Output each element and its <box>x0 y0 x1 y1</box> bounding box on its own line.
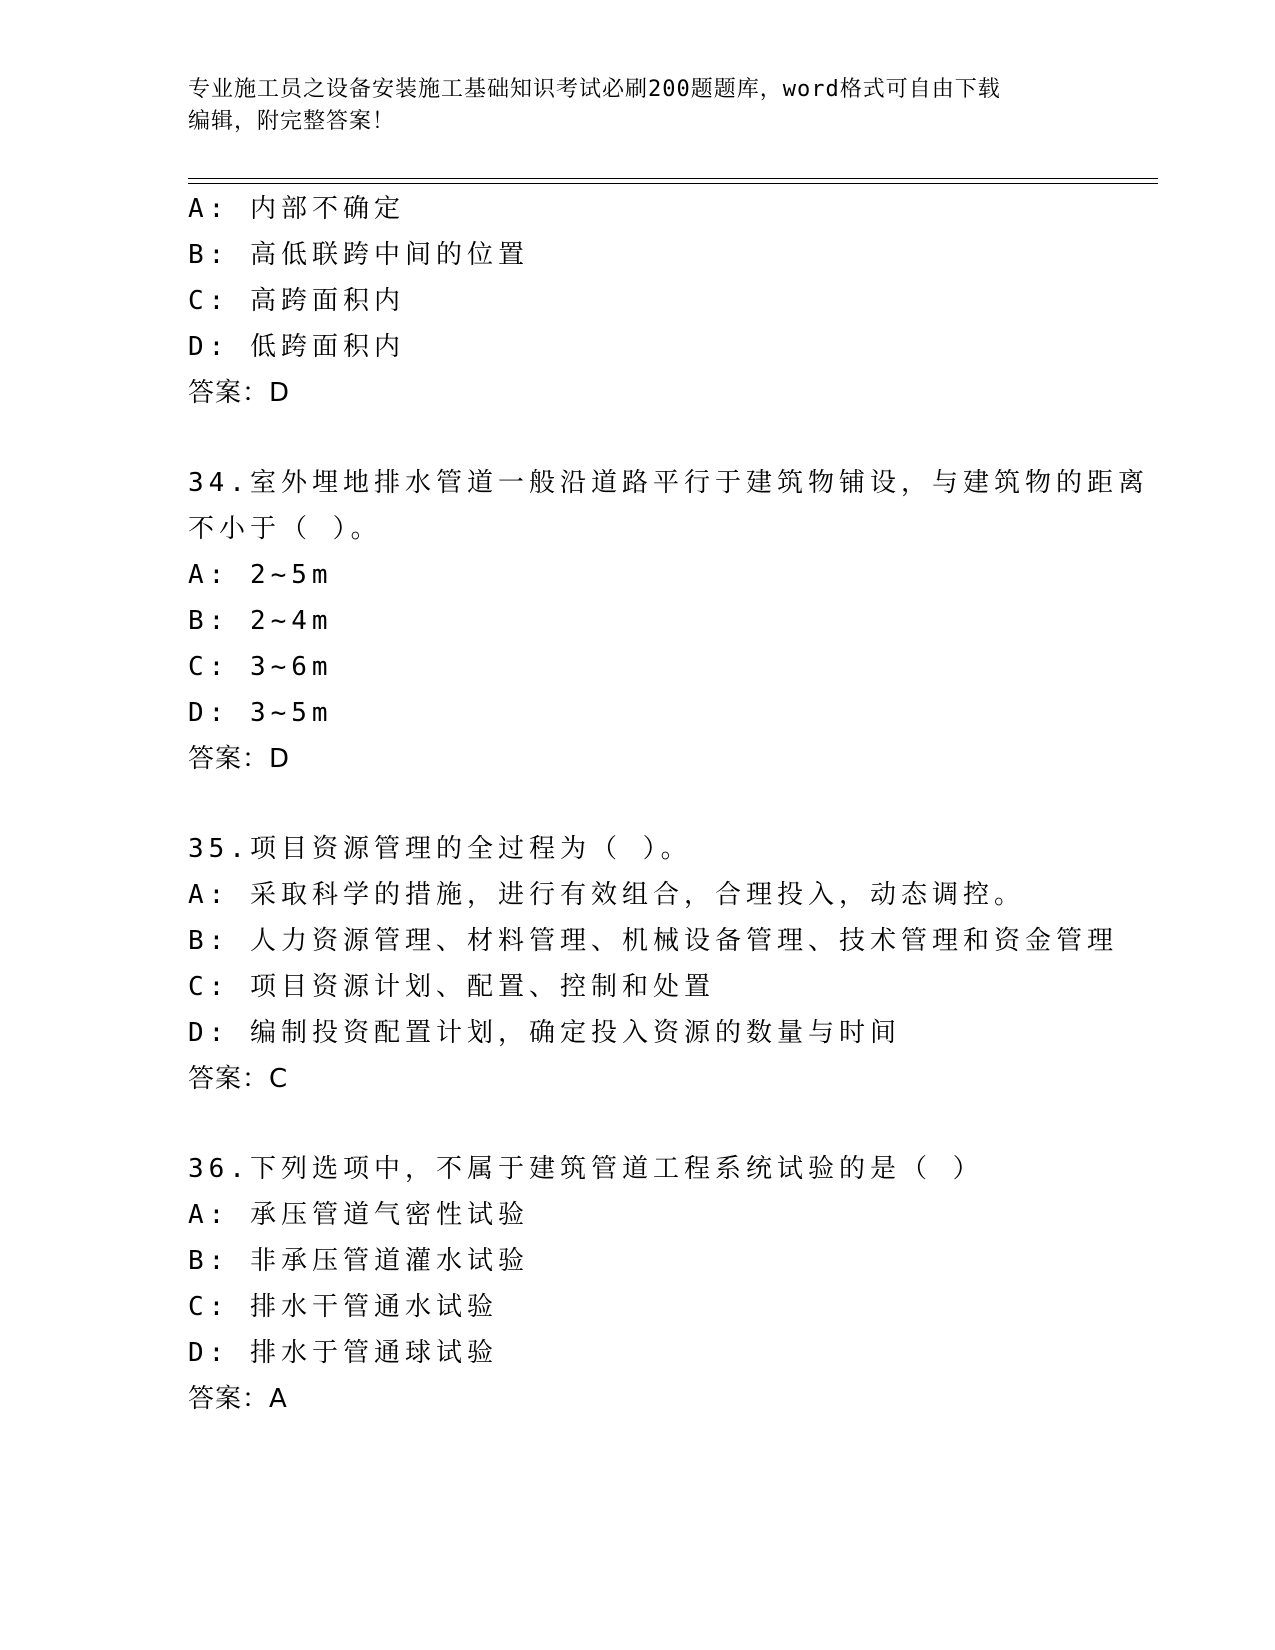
spacer <box>188 416 1148 460</box>
header-line-2: 编辑，附完整答案！ <box>188 109 396 134</box>
option-c: C: 项目资源计划、配置、控制和处置 <box>188 972 715 1002</box>
question-content <box>188 186 1148 1422</box>
option-c: C: 3~6m <box>188 652 333 682</box>
option-d: D: 3~5m <box>188 698 333 728</box>
option-a: A: 内部不确定 <box>188 194 405 224</box>
question-stem: 不小于（ ）。 <box>188 514 382 544</box>
option-a: A: 2~5m <box>188 560 333 590</box>
spacer <box>188 1102 1148 1146</box>
question-35 <box>188 826 1148 1102</box>
page-header <box>188 74 1088 138</box>
option-c: C: 排水干管通水试验 <box>188 1292 498 1322</box>
question-34 <box>188 460 1148 782</box>
answer-line: 答案：D <box>188 378 291 408</box>
spacer <box>188 782 1148 826</box>
option-d: D: 编制投资配置计划，确定投入资源的数量与时间 <box>188 1018 901 1048</box>
option-a: A: 采取科学的措施，进行有效组合，合理投入，动态调控。 <box>188 880 1025 910</box>
option-d: D: 排水于管通球试验 <box>188 1338 498 1368</box>
question-33-continued <box>188 186 1148 416</box>
question-stem: 34.室外埋地排水管道一般沿道路平行于建筑物铺设，与建筑物的距离 <box>188 468 1149 498</box>
option-c: C: 高跨面积内 <box>188 286 405 316</box>
answer-line: 答案：A <box>188 1384 288 1414</box>
answer-line: 答案：C <box>188 1064 289 1094</box>
header-double-rule <box>188 178 1158 184</box>
option-a: A: 承压管道气密性试验 <box>188 1200 529 1230</box>
question-stem: 35.项目资源管理的全过程为（ ）。 <box>188 834 692 864</box>
header-line-1: 专业施工员之设备安装施工基础知识考试必刷200题题库，word格式可自由下载 <box>188 77 1001 102</box>
question-36 <box>188 1146 1148 1422</box>
option-d: D: 低跨面积内 <box>188 332 405 362</box>
answer-line: 答案：D <box>188 744 291 774</box>
option-b: B: 非承压管道灌水试验 <box>188 1246 529 1276</box>
option-b: B: 人力资源管理、材料管理、机械设备管理、技术管理和资金管理 <box>188 926 1118 956</box>
option-b: B: 高低联跨中间的位置 <box>188 240 529 270</box>
option-b: B: 2~4m <box>188 606 333 636</box>
question-stem: 36.下列选项中，不属于建筑管道工程系统试验的是（ ） <box>188 1154 984 1184</box>
